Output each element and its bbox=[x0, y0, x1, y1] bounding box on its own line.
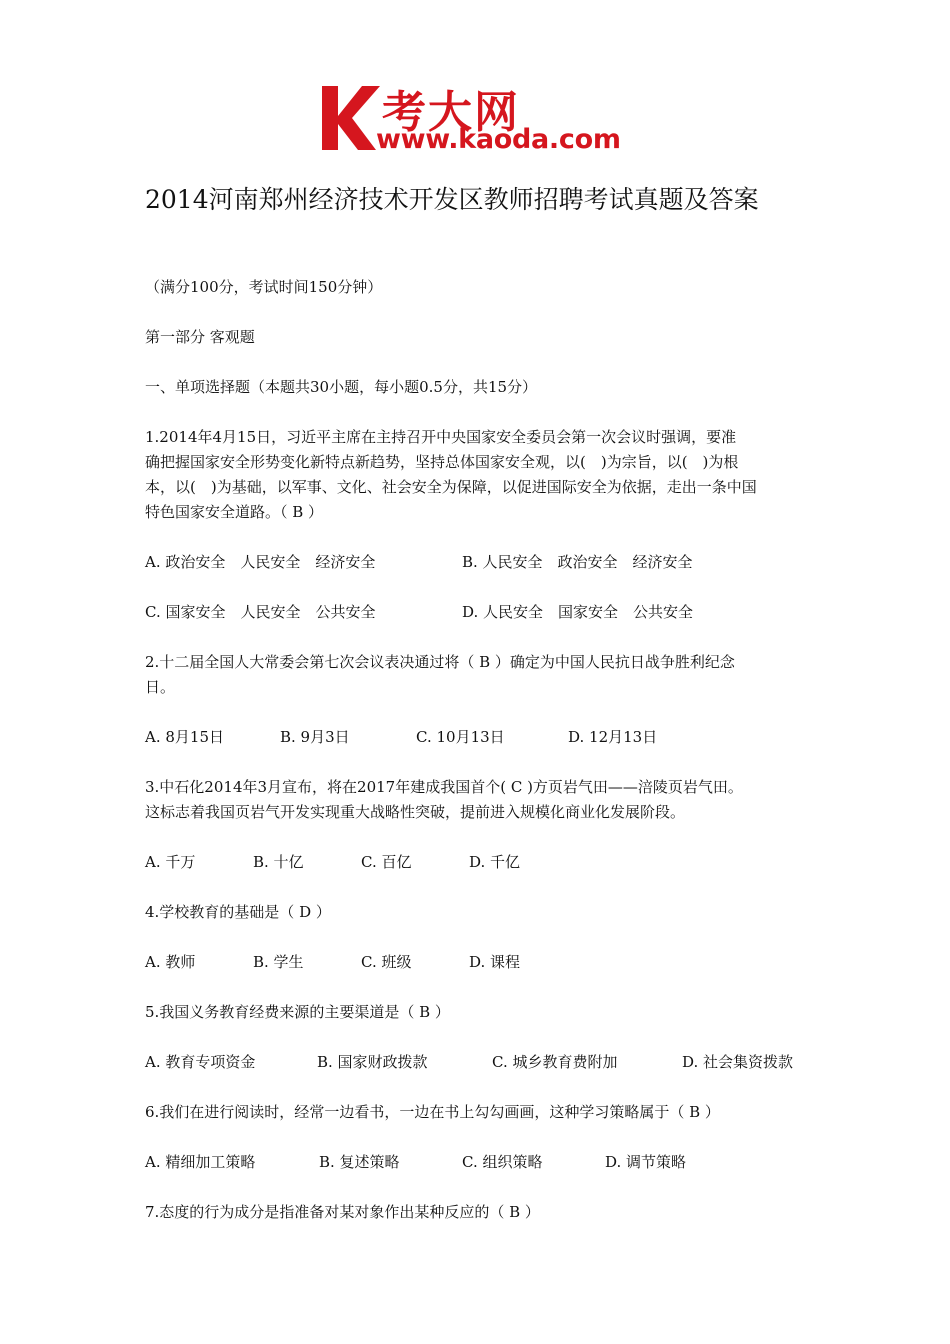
question-stem bbox=[145, 900, 815, 925]
question-stem bbox=[145, 650, 815, 700]
question-stem bbox=[145, 425, 815, 525]
part-heading: 第一部分 客观题 bbox=[145, 328, 255, 346]
logo-url-text: www.kaoda.com bbox=[376, 124, 621, 155]
document-body bbox=[145, 275, 815, 1225]
question-line: 3.中石化2014年3月宣布，将在2017年建成我国首个( C )方页岩气田——涪陵页岩气田。 bbox=[145, 778, 743, 796]
option: D. 调节策略 bbox=[605, 1153, 687, 1171]
option: C. 组织策略 bbox=[462, 1153, 543, 1171]
option: B. 9月3日 bbox=[280, 728, 350, 746]
question-line: 5.我国义务教育经费来源的主要渠道是（ B ） bbox=[145, 1003, 450, 1021]
exam-info: （满分100分，考试时间150分钟） bbox=[145, 278, 383, 296]
logo-brand-text: 考大网 bbox=[382, 87, 520, 138]
question-stem bbox=[145, 775, 815, 825]
question-line: 特色国家安全道路。（ B ） bbox=[145, 503, 324, 521]
option: A. 教师 bbox=[145, 953, 196, 971]
section-heading: 一、单项选择题（本题共30小题，每小题0.5分，共15分） bbox=[145, 378, 538, 396]
option: C. 百亿 bbox=[361, 853, 412, 871]
question-line: 确把握国家安全形势变化新特点新趋势，坚持总体国家安全观，以( )为宗旨，以( )为根 bbox=[145, 453, 739, 471]
option-row bbox=[145, 725, 815, 750]
option-row bbox=[145, 1050, 815, 1075]
option-row bbox=[145, 550, 815, 575]
option: C. 班级 bbox=[361, 953, 412, 971]
question-line: 本，以( )为基础，以军事、文化、社会安全为保障，以促进国际安全为依据，走出一条中国 bbox=[145, 478, 757, 496]
option-row bbox=[145, 850, 815, 875]
option: D. 课程 bbox=[469, 953, 521, 971]
option: D. 社会集资拨款 bbox=[682, 1053, 794, 1071]
question-line: 2.十二届全国人大常委会第七次会议表决通过将（ B ）确定为中国人民抗日战争胜利纪念 bbox=[145, 653, 735, 671]
option: A. 政治安全 人民安全 经济安全 bbox=[145, 553, 376, 571]
option: D. 千亿 bbox=[469, 853, 521, 871]
option-row bbox=[145, 600, 815, 625]
option: C. 10月13日 bbox=[416, 728, 505, 746]
option: D. 12月13日 bbox=[568, 728, 658, 746]
option: D. 人民安全 国家安全 公共安全 bbox=[462, 603, 694, 621]
question-line: 日。 bbox=[145, 678, 176, 696]
option: B. 人民安全 政治安全 经济安全 bbox=[462, 553, 693, 571]
question-stem bbox=[145, 1200, 815, 1225]
option: B. 学生 bbox=[253, 953, 304, 971]
option-row bbox=[145, 950, 815, 975]
option: A. 8月15日 bbox=[145, 728, 224, 746]
option: A. 教育专项资金 bbox=[145, 1053, 256, 1071]
question-stem bbox=[145, 1100, 815, 1125]
question-line: 这标志着我国页岩气开发实现重大战略性突破，提前进入规模化商业化发展阶段。 bbox=[145, 803, 686, 821]
option: B. 十亿 bbox=[253, 853, 304, 871]
option: C. 城乡教育费附加 bbox=[492, 1053, 618, 1071]
kaoda-logo bbox=[318, 82, 640, 160]
question-line: 1.2014年4月15日，习近平主席在主持召开中央国家安全委员会第一次会议时强调，要准 bbox=[145, 428, 737, 446]
question-line: 6.我们在进行阅读时，经常一边看书，一边在书上勾勾画画，这种学习策略属于（ B ） bbox=[145, 1103, 720, 1121]
document-title: 2014河南郑州经济技术开发区教师招聘考试真题及答案 bbox=[145, 185, 759, 214]
option: A. 千万 bbox=[145, 853, 196, 871]
option: B. 复述策略 bbox=[319, 1153, 400, 1171]
question-line: 4.学校教育的基础是（ D ） bbox=[145, 903, 331, 921]
question-stem bbox=[145, 1000, 815, 1025]
option: A. 精细加工策略 bbox=[145, 1153, 256, 1171]
option: C. 国家安全 人民安全 公共安全 bbox=[145, 603, 376, 621]
question-line: 7.态度的行为成分是指准备对某对象作出某种反应的（ B ） bbox=[145, 1203, 540, 1221]
option-row bbox=[145, 1150, 815, 1175]
option: B. 国家财政拨款 bbox=[317, 1053, 428, 1071]
k-logo-icon bbox=[318, 82, 384, 154]
